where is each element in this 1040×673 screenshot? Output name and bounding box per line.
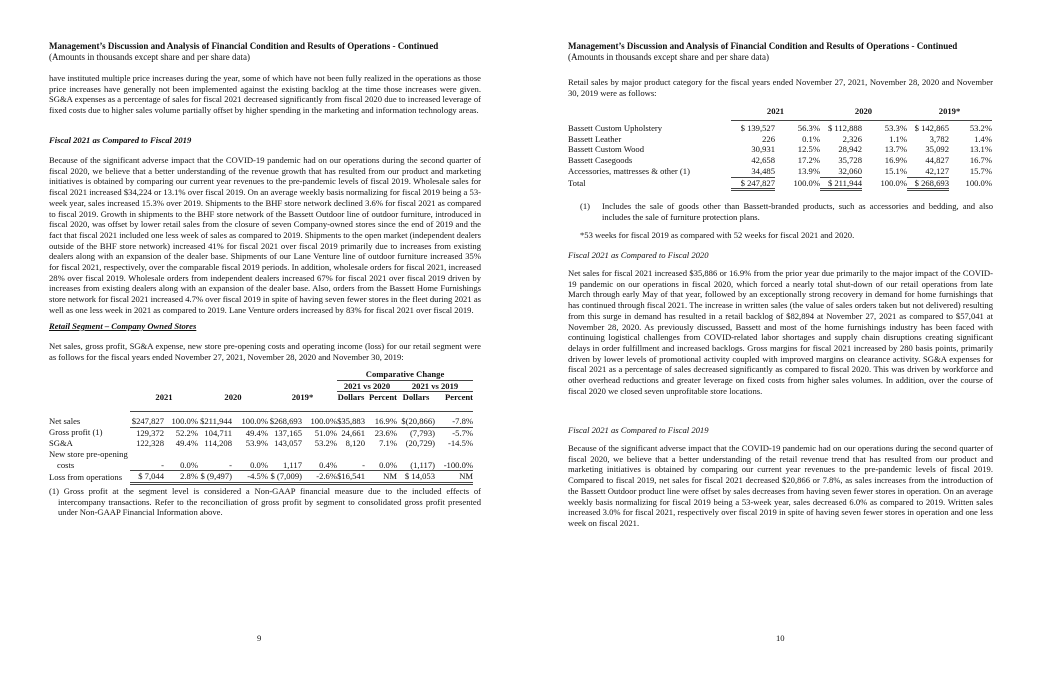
table-row	[49, 460, 473, 471]
retail-segment-table	[49, 369, 473, 485]
row-label: Net sales	[49, 416, 81, 427]
cell: -4.5%	[232, 471, 268, 484]
cell: 16.9%	[884, 155, 907, 166]
footnote: (1) Gross profit at the segment level is considered a Non-GAAP financial measure due to the included effects of intercompany transactions. Refer to the reconciliation of gross profit by segment to consolidated gross profit presented under Non-GAAP Financial Information above.	[49, 486, 481, 518]
cell: 12.5%	[797, 144, 820, 155]
col-dollars: Dollars	[397, 392, 435, 412]
row-label: Bassett Custom Upholstery	[568, 123, 663, 133]
cell: 42,658	[751, 155, 775, 166]
cell: 0.0%	[232, 460, 268, 471]
cell: 16.9%	[365, 416, 397, 427]
cell: 13.9%	[797, 166, 820, 177]
section-heading: Fiscal 2021 as Compared to Fiscal 2019	[49, 135, 192, 145]
page-title: Management’s Discussion and Analysis of Financial Condition and Results of Operations - Continued	[49, 41, 439, 51]
cell: -7.8%	[435, 416, 473, 427]
cell: $268,693	[269, 415, 302, 426]
table-row	[568, 155, 992, 166]
cell: 34,485	[731, 166, 775, 177]
col-percent: Percent	[365, 392, 397, 412]
row-label: Bassett Casegoods	[568, 155, 633, 166]
paragraph: Net sales for fiscal 2021 increased $35,886 or 16.9% from the prior year due primarily to the major impact of the COVID-19 pandemic on our operations in fiscal 2020, which forced a nearly total shut-down of our retail operations from late March through early May of that year, followed by an exceptionally strong recovery in demand for home furnishings that has continued through fiscal 2021. The increase in written sales (the value of sales orders taken but not delivered) resulting from this surge in demand has resulted in a retail backlog of $82,894 at November 27, 2021 as compared to $57,041 at November 28, 2020. As previously discussed, Bassett and most of the home furnishings industry has been faced with continuing logistical challenges from COVID-related labor shortages and supply chain disruptions creating significant delays in order fulfillment and increased backlogs. Gross margins for fiscal 2021 increased by 280 basis points, primarily driven by lower levels of promotional activity coupled with improved margins on clearance activity. SG&A expenses for fiscal 2021 as a percentage of sales decreased significantly as compared to fiscal 2020. This was driven by workforce and other overhead reductions and greater leverage on fixed costs from higher sales volumes. In addition, over the course of fiscal 2020 we closed seven unprofitable store locations.	[568, 268, 993, 396]
cell: $ 112,888	[827, 123, 862, 133]
row-label: Total	[568, 178, 586, 189]
cell: 35,092	[925, 144, 949, 155]
footnote-text: Includes the sale of goods other than Bassett-branded products, such as accessories and bedding, and also includes the sale of furniture protection plans.	[602, 201, 993, 222]
cell: 13.1%	[969, 144, 993, 155]
cell: 143,057	[274, 438, 302, 449]
paragraph: have instituted multiple price increases during the year, some of which have not been fully realized in the operations as those price increases have generally not been implemented against the existing backlog at the time those increases were given. SG&A expenses as a percentage of sales for fiscal 2021 decreased significantly from fiscal 2020 due to increased leverage of fixed costs due to higher sales volume partially offset by higher spending in the marketing and information technology areas.	[49, 73, 481, 116]
cell: 49.4%	[175, 438, 198, 449]
weeks-note: *53 weeks for fiscal 2019 as compared with 52 weeks for fiscal 2021 and 2020.	[580, 230, 855, 240]
cell: 137,165	[274, 427, 302, 438]
page-number: 10	[776, 633, 785, 643]
cell: 15.7%	[969, 166, 993, 177]
page-number: 9	[257, 633, 262, 643]
cell: 104,711	[204, 427, 232, 438]
cell: 122,328	[136, 438, 164, 449]
col-2020: 2020	[198, 392, 268, 412]
footnote-number: (1)	[580, 201, 591, 211]
col-dollars: Dollars	[337, 392, 365, 412]
cell: -2.6%	[302, 471, 337, 484]
cell: 100.0%	[965, 178, 993, 189]
cell: 8,120	[345, 438, 365, 449]
cell: (20,729)	[405, 438, 435, 449]
paragraph: Net sales, gross profit, SG&A expense, new store pre-opening costs and operating income (loss) for our retail segment were as follows for the fiscal years ended November 27, 2021, November 28, 2020 and November 30, 2019:	[49, 341, 481, 362]
cell: 51.0%	[314, 427, 337, 438]
cell: 0.1%	[802, 133, 820, 144]
row-label: SG&A	[49, 438, 73, 449]
section-heading: Retail Segment – Company Owned Stores	[49, 321, 197, 331]
comparative-change-header: Comparative Change	[337, 369, 473, 380]
section-heading: Fiscal 2021 as Compared to Fiscal 2020	[568, 250, 709, 260]
cell: 52.2%	[175, 427, 198, 438]
cell: -	[130, 460, 164, 471]
cell: 42,127	[907, 166, 949, 177]
cell: -100.0%	[435, 460, 473, 471]
table-row	[49, 427, 473, 438]
cell: 53.2%	[314, 438, 337, 449]
cell: 100.0%	[302, 416, 337, 427]
col-2019: 2019*	[907, 106, 992, 120]
cell: 100.0%	[164, 416, 198, 427]
cell: 16.7%	[969, 155, 993, 166]
row-label: Gross profit (1)	[49, 427, 103, 438]
section-heading: Fiscal 2021 as Compared to Fiscal 2019	[568, 425, 709, 435]
page-9	[49, 0, 481, 673]
row-label: Bassett Leather	[568, 133, 622, 144]
paragraph: Because of the significant adverse impact that the COVID-19 pandemic had on our operations during the second quarter of fiscal 2020, we believe that a better understanding of the revenue growth that has resulted from our product and marketing initiatives is obtained by comparing our current year revenues to the pre-pandemic levels of fiscal 2019. Wholesale sales for fiscal 2021 increased $34,224 or 13.1% over fiscal 2019. On an average weekly basis normalizing for fiscal 2019 being a 53-week year, sales increased 15.3% over 2019. Shipments to the BHF store network declined 3.6% for fiscal 2021 as compared to fiscal 2019. Growth in shipments to the BHF store network of the Bassett Outdoor line of outdoor furniture, introduced in fiscal 2020, was offset by lower retail sales from the closure of seven Company-owned stores since the end of 2019 and the fact that fiscal 2021 included one less week of sales as compared to 2019. Shipments to the open market (independent dealers outside of the BHF store network) increased 41% for fiscal 2021 over fiscal 2019 primarily due to increases from existing dealers along with an expansion of the dealer base. Shipments of our Lane Venture line of outdoor furniture increased 35% for fiscal 2021, respectively, over the comparable fiscal 2019 periods. In addition, wholesale orders for fiscal 2021, increased 28% over fiscal 2019. Wholesale orders from independent dealers increased 67% for fiscal 2021 over fiscal 2019 driven by increases from existing dealers along with an expansion of the dealer base. Also, orders from the Bassett Home Furnishings store network for fiscal 2021 increased 4.7% over fiscal 2019 in spite of having seven fewer stores in the fleet during 2021 as well as one less week in 2021 as compared to 2019. Lane Venture orders increased by 83% for fiscal 2021 over fiscal 2019.	[49, 155, 481, 315]
paragraph: Because of the significant adverse impact that the COVID-19 pandemic had on our operations during the second quarter of fiscal 2020, we believe that a better understanding of the retail revenue trend that has resulted from our product and marketing initiatives is obtained by comparing our current year revenues to the pre-pandemic levels of fiscal 2019. Compared to fiscal 2019, net sales for fiscal 2021 decreased $20,866 or 7.8%, as sales increases from the introduction of the Bassett Outdoor product line were offset by sales decreases from having seven fewer stores in operation. On an average weekly basis normalizing for fiscal 2019 being a 53-week year, sales decreased 6.0% as compared to 2019. Written sales increased 3.0% for fiscal 2021, respectively over fiscal 2019 in spite of having seven fewer stores in operation and one less week on fiscal 2021.	[568, 443, 993, 528]
page-subtitle: (Amounts in thousands except share and per share data)	[568, 52, 769, 62]
cell: 1.1%	[889, 133, 907, 144]
table-row	[568, 123, 992, 134]
cell: 53.9%	[245, 438, 268, 449]
cell: 53.3%	[884, 123, 907, 133]
cell: $ 247,827	[731, 177, 775, 190]
row-label: New store pre-opening	[49, 449, 128, 460]
table-row	[49, 471, 473, 484]
table-row	[568, 134, 992, 145]
col-percent: Percent	[435, 392, 473, 412]
cell: 0.4%	[302, 460, 337, 471]
cell: 32,060	[820, 166, 862, 177]
cell: 100.0%	[880, 178, 907, 189]
header-2021-vs-2020: 2021 vs 2020	[337, 380, 397, 392]
cell: $ 211,944	[820, 177, 862, 190]
page-subtitle: (Amounts in thousands except share and per share data)	[49, 52, 250, 62]
cell: 2,326	[842, 133, 862, 144]
cell: NM	[365, 471, 397, 484]
cell: 100.0%	[793, 178, 820, 189]
retail-sales-category-table	[568, 106, 992, 191]
cell: $ (9,497)	[198, 471, 232, 484]
col-2020: 2020	[820, 106, 907, 120]
cell: $35,883	[337, 415, 365, 426]
cell: 44,827	[925, 155, 949, 166]
cell: 15.1%	[884, 166, 907, 177]
cell: 7.1%	[379, 438, 397, 449]
cell: 1,117	[268, 460, 302, 471]
cell: 17.2%	[797, 155, 820, 166]
cell: 49.4%	[245, 427, 268, 438]
cell: 0.0%	[164, 460, 198, 471]
cell: $16,541	[337, 471, 365, 484]
cell: $ (7,009)	[268, 471, 302, 484]
table-row	[568, 144, 992, 155]
header-2021-vs-2019: 2021 vs 2019	[397, 380, 473, 392]
paragraph: Retail sales by major product category for the fiscal years ended November 27, 2021, November 28, 2020 and November 30, 2019 were as follows:	[568, 77, 993, 98]
cell: 56.3%	[797, 123, 820, 133]
cell: $211,944	[198, 416, 232, 427]
cell: 114,208	[204, 438, 232, 449]
cell: (1,117)	[397, 460, 435, 471]
cell: 53.2%	[969, 123, 993, 133]
cell: -	[198, 460, 232, 471]
page-title: Management’s Discussion and Analysis of Financial Condition and Results of Operations - Continued	[568, 41, 958, 51]
cell: -	[337, 460, 365, 471]
cell: $ 7,044	[130, 471, 164, 484]
cell: NM	[435, 471, 473, 484]
row-label: Bassett Custom Wood	[568, 144, 645, 155]
table-row	[49, 438, 473, 449]
cell: 1.4%	[974, 133, 993, 144]
cell: 0.0%	[365, 460, 397, 471]
cell: 23.6%	[374, 427, 397, 438]
cell: 2.8%	[164, 471, 198, 484]
cell: $ 268,693	[907, 177, 949, 190]
cell: 35,728	[838, 155, 862, 166]
cell: 129,372	[136, 427, 164, 438]
col-2021: 2021	[130, 392, 198, 412]
table-row	[568, 177, 992, 190]
cell: 3,782	[929, 133, 949, 144]
row-label: Accessories, mattresses & other (1)	[568, 166, 690, 177]
cell: 30,931	[751, 144, 775, 155]
cell: $ 14,053	[397, 471, 435, 484]
row-label: costs	[57, 459, 75, 470]
cell: $(20,866)	[397, 416, 435, 427]
cell: -14.5%	[447, 438, 474, 449]
cell: 13.7%	[884, 144, 907, 155]
cell: 100.0%	[232, 416, 268, 427]
cell: $ 142,865	[914, 123, 949, 133]
col-2019: 2019*	[268, 392, 337, 412]
cell: -5.7%	[452, 427, 474, 438]
cell: 226	[762, 133, 775, 144]
table-row	[49, 416, 473, 427]
cell: 28,942	[838, 144, 862, 155]
cell: 24,661	[341, 427, 365, 438]
page-10	[568, 0, 993, 673]
cell: $247,827	[131, 415, 164, 426]
table-row	[568, 166, 992, 177]
footnote	[568, 201, 993, 222]
cell: (7,793)	[409, 427, 435, 438]
cell: $ 139,527	[740, 123, 775, 133]
col-2021: 2021	[731, 106, 820, 120]
row-label: Loss from operations	[49, 471, 123, 482]
